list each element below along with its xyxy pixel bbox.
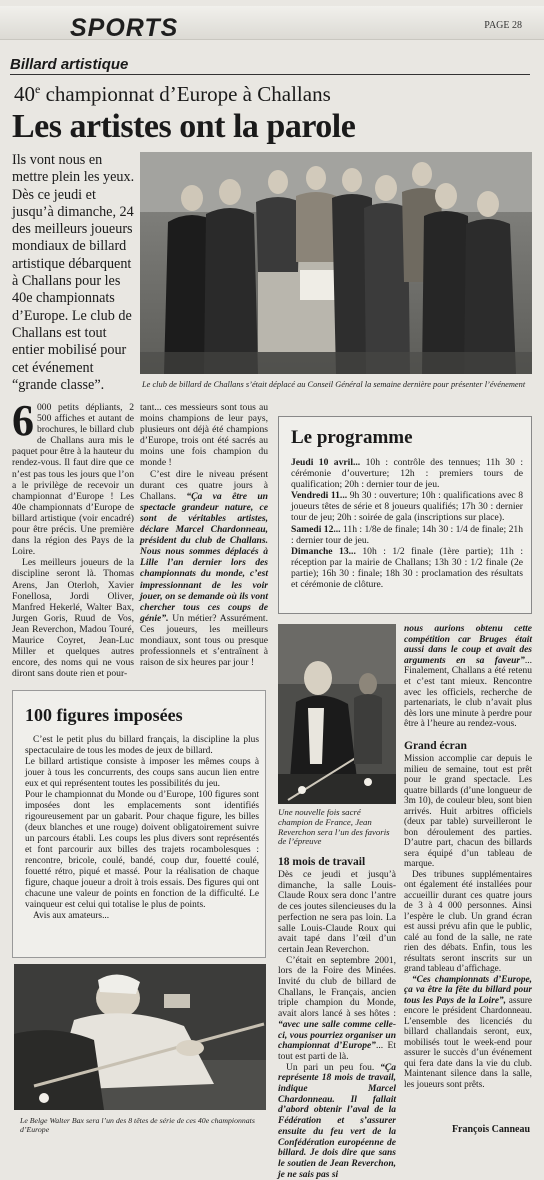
figures-text <box>25 735 259 922</box>
author-byline: François Canneau <box>451 1124 530 1135</box>
group-photo <box>140 152 532 374</box>
bax-photo-caption: Le Belge Walter Bax sera l’un des 8 têtes de série de ces 40e championnats d’Europe <box>20 1116 255 1134</box>
group-photo-caption: Le club de billard de Challans s’était déplacé au Conseil Général la semaine dernière pour présenter l’événement <box>142 380 526 389</box>
programme-title: Le programme <box>291 427 413 448</box>
article-column-4b <box>404 754 532 1120</box>
section-heading-travail: 18 mois de travail <box>278 856 366 868</box>
programme-box <box>278 416 532 614</box>
rubric: Billard artistique <box>10 56 530 75</box>
lead-paragraph: Ils vont nous en mettre plein les yeux. Dès ce jeudi et jusqu’à dimanche, 24 des meilleurs joueurs mondiaux de billard artistique débarquent à Challans pour les 40e championnats d’Europe. Le club de Challans est tout entier mobilisé pour cet événement “grande classe”. <box>12 152 135 393</box>
section-heading-grand-ecran: Grand écran <box>404 740 467 752</box>
paragraph: Le billard artistique consiste à imposer les mêmes coups à jouer à tous les concurrents, des coups sans aucun lien entre eux et qui représentent toutes les possibilités du jeu. <box>25 757 259 789</box>
paragraph: Pour le championnat du Monde ou d’Europe, 100 figures sont imposées dont les emplacements sont identifiés rigoureusement par un gabarit. Pour chaque figure, les billes (deux blanches et une rouge) doivent obligatoirement suivre un parcours établi. Les coups les plus divers sont représentés et font parcourir aux billes des trajets rocambolesques : rencontre, bricole, coulé, bandé, coup dur, fouetté coulé, fouetté rétro, piqué et massé. Pour la réalisation de chaque figure, chaque joueur a droit à trois essais. Des figures qui ont chacune une valeur de points en fonction de la difficulté. Le vainqueur est celui qui totalise le plus de points. <box>25 790 259 910</box>
page-number: PAGE 28 <box>484 20 522 31</box>
figures-box <box>12 690 266 958</box>
section-title: SPORTS <box>70 14 179 42</box>
paragraph: tant... ces messieurs sont tous au moins champions de leur pays, plusieurs ont déjà été champions d’Europe, trois ont été sacrés au moins une fois champion du monde ! <box>140 402 268 469</box>
programme-list <box>291 457 523 590</box>
subheadline: 40e championnat d’Europe à Challans <box>14 82 331 106</box>
article-column-3 <box>278 870 396 1180</box>
programme-item: Dimanche 13... 10h : 1/2 finale (1ère partie); 11h : réception par la mairie de Challans; 13h 30 : 1/2 finale (2e partie); 16h 30 : finale; 18h 30 : proclamation des résultats et cérémonie de clôture. <box>291 545 523 591</box>
reverchon-photo-caption: Une nouvelle fois sacré champion de France, Jean Reverchon sera l’un des favoris de l’épreuve <box>278 807 390 847</box>
paragraph: 000 petits dépliants, 2 500 affiches et autant de brochures, le billard club de Challans aura mis le paquet pour être à la hauteur du rendez-vous. Il faut dire que ce n’est pas tous les jours que l’on a le privilège de recevoir un championnat d’Europe ! Les 40e championnats d’Europe de billard artistique (voir encadré) pour être précis. Une première dans la région des Pays de la Loire. <box>12 402 134 558</box>
paragraph: C’était en septembre 2001, lors de la Foire des Minées. Invité du club de billard de Challans, le Français, ancien triple champion du Monde, avait alors lancé à ses hôtes : “avec une salle comme celle-ci, vous pourriez organiser un championnat d’Europe”... Et tout est parti de là. <box>278 955 396 1062</box>
paragraph: nous aurions obtenu cette compétition car Bruges était aussi dans le coup et avait des arguments en sa faveur”... Finalement, Challans a été retenu et c’est tant mieux. Rencontre avec les officiels, recherche de partenariats, le club n’avait plus dès lors une minute à perdre pour être à l’heure au rendez-vous. <box>404 624 532 730</box>
paragraph: Un pari un peu fou. “Ça représente 18 mois de travail, indique Marcel Chardonneau. Il fallait d’abord obtenir l’aval de la Fédération et s’assurer ensuite du feu vert de la Confédération européenne de billard. Je dois dire que sans le soutien de Jean Reverchon, je ne sais pas si <box>278 1062 396 1180</box>
paragraph: Mission accomplie car depuis le milieu de semaine, tout est prêt pour le grand spectacle. Les quatre billards (d’une longueur de 3m 10), de couleur bleu, sont bien arrivés. Huit arbitres officiels (deux par table) surveilleront le bon déroulement des parties. D’autre part, chacun des billards sera équipé d’un tableau de marque. <box>404 754 532 869</box>
paragraph: Avis aux amateurs... <box>33 911 110 921</box>
programme-item: Samedi 12... 11h : 1/8e de finale; 14h 30 : 1/4 de finale; 21h : dernier tour de jeu. <box>291 523 523 546</box>
paragraph: Des tribunes supplémentaires ont également été installées pour accueillir durant ces quatre jours de 3 à 4 000 personnes. Ainsi l’espère le club. Un grand écran est aussi prévu afin que le public, calé au fond de la salle, ne rate rien des débats. Enfin, tous les résultats seront inscrits sur un grand tableau d’affichage. <box>404 869 532 974</box>
section-header-band <box>0 6 544 40</box>
programme-item: Jeudi 10 avril... 10h : contrôle des tennues; 11h 30 : cérémonie d’ouverture; 12h : premiers tours de qualification; 20h : dernier tour de jeu. <box>291 457 523 491</box>
programme-item: Vendredi 11... 9h 30 : ouverture; 10h : qualifications avec 8 joueurs têtes de série et 8 joueurs qualifiés; 17h 30 : dernier tour de jeu; 20h : soirée de gala (inscriptions sur place). <box>291 490 523 524</box>
paragraph: Les meilleurs joueurs de la discipline seront là. Thomas Arens, Jan Oterloh, Xavier Fonellosa, Jordi Oliver, Manfred Hekerlé, Walter Bax, Jurgen Goris, Ruud de Vos, Jean Reverchon, Madou Touré, Maurice Coyret, Jean-Luc Miller et quelques autres encore, des noms qui ne vous diront sans doute rien et pour- <box>12 557 134 680</box>
dropcap: 6 <box>12 396 34 445</box>
paragraph: C’est dire le niveau présent durant ces quatre jours à Challans. “Ça va être un spectacle grandeur nature, ce sont de véritables artistes, déclare Marcel Chardonneau, président du club de Challans. Nous nous sommes déplacés à Lille l’an dernier lors des championnats du monde, c’est impressionnant de les voir jouer, on se demande où ils vont chercher tous ces coups de génie”. Un métier? Assurément. Ces joueurs, les meilleurs mondiaux, sont tous ou presque professionnels et s’entraînent à raison de six heures par jour ! <box>140 468 268 669</box>
headline: Les artistes ont la parole <box>12 108 356 145</box>
paragraph: Dès ce jeudi et jusqu’à dimanche, la salle Louis-Claude Roux sera donc l’antre de ces joutes silencieuses du la perfection ne sera pas loin. La salle Louis-Claude Roux qui avait tapé dans l’œil d’un certain Jean Reverchon. <box>278 870 396 955</box>
figures-title: 100 figures imposées <box>25 705 183 725</box>
article-column-4 <box>404 624 532 748</box>
article-column-2 <box>140 402 268 678</box>
player-photo-bax <box>14 964 266 1110</box>
paragraph: “Ces championnats d’Europe, ça va être la fête du billard pour tous les Pays de la Loire”, assure encore le président Chardonneau. L’ensemble des licenciés du billard challandais seront, eux, mobilisés tout le week-end pour assurer le succès d’un événement qui fera date dans la vie du club. Maintenant silence dans la salle, les joueurs sont prêts. <box>404 974 532 1090</box>
paragraph: C’est le petit plus du billard français, la discipline la plus spectaculaire de tous les modes de jeux de billard. <box>25 735 259 756</box>
article-column-1 <box>12 396 134 680</box>
player-photo-reverchon <box>278 624 396 804</box>
